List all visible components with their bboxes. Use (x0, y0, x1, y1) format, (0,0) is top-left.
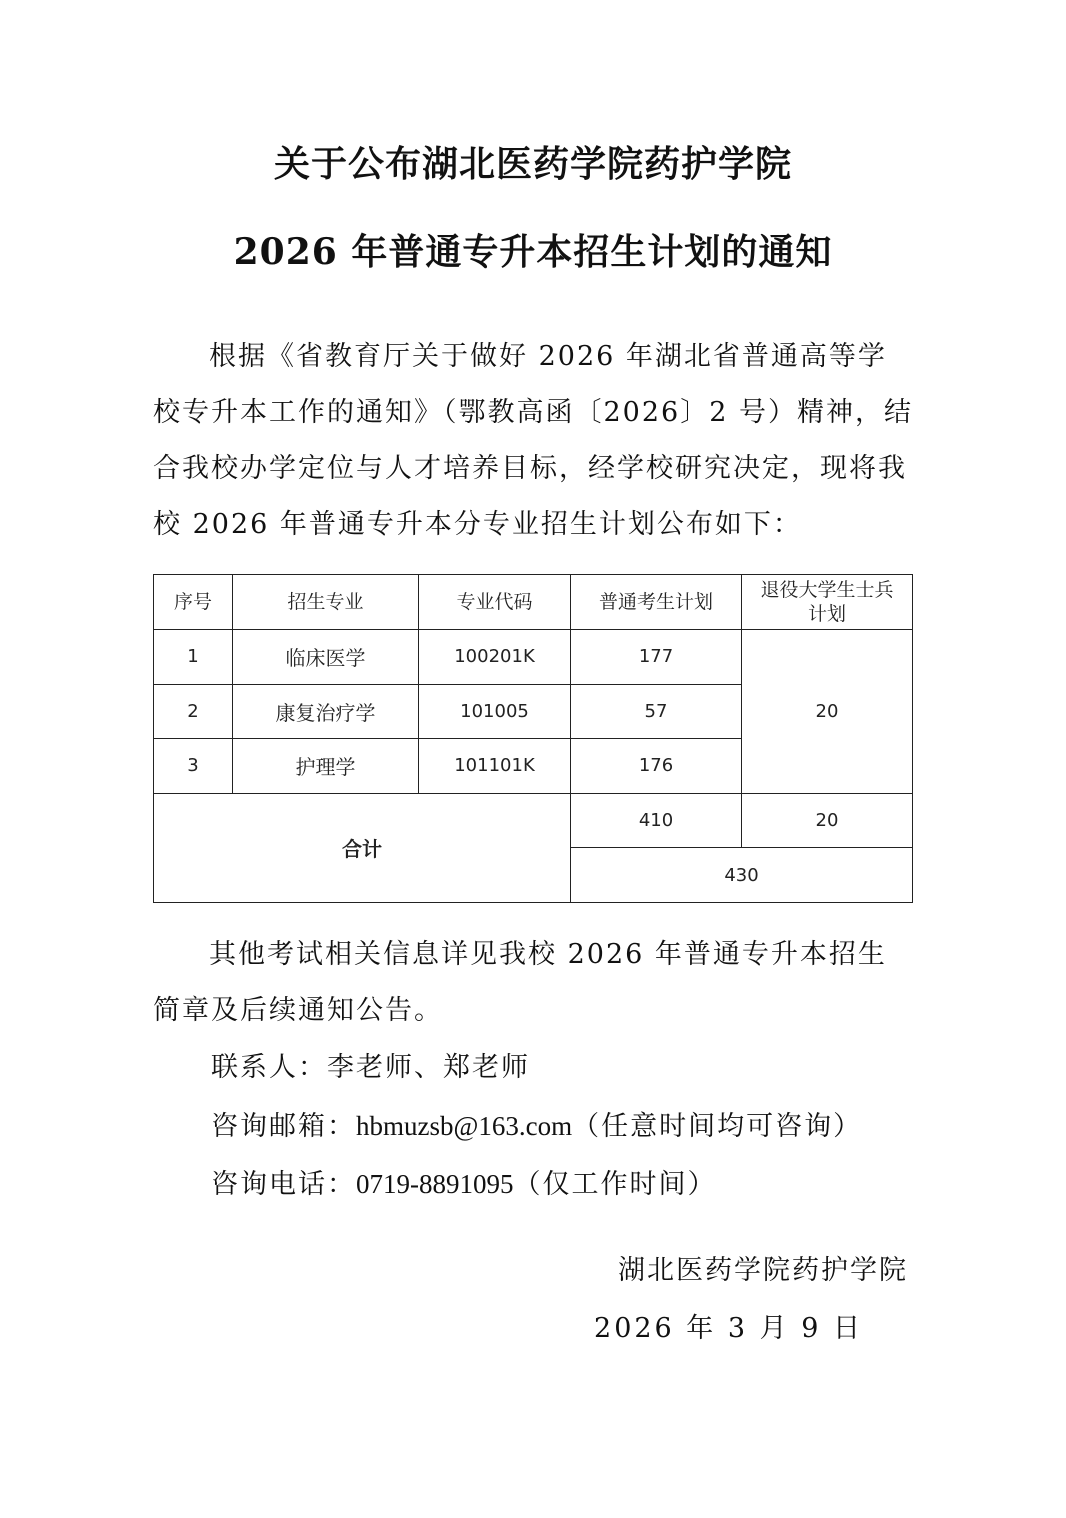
contact-person-label: 联系人： (211, 1052, 327, 1083)
total-veteran: 20 (742, 793, 913, 848)
enrollment-plan-table (153, 574, 913, 903)
table-header-row (154, 575, 913, 630)
header-regular-plan: 普通考生计划 (571, 575, 742, 630)
grand-total: 430 (571, 848, 913, 903)
total-row (154, 793, 913, 848)
other-info-paragraph: 其他考试相关信息详见我校 2026 年普通专升本招生简章及后续通知公告。 (153, 939, 887, 1026)
veteran-plan-shared: 20 (742, 630, 913, 794)
contact-person-line (211, 1048, 530, 1088)
header-major: 招生专业 (233, 575, 419, 630)
document-title-line2: 2026 年普通专升本招生计划的通知 (233, 231, 833, 273)
email-label: 咨询邮箱： (211, 1111, 356, 1142)
row-seq: 1 (154, 630, 233, 685)
document-title-line1: 关于公布湖北医药学院药护学院 (273, 143, 792, 185)
row-seq: 3 (154, 739, 233, 794)
contact-phone-line (211, 1164, 717, 1205)
row-code: 100201K (419, 630, 571, 685)
header-code: 专业代码 (419, 575, 571, 630)
total-label: 合计 (154, 793, 571, 902)
row-regular-plan: 176 (571, 739, 742, 794)
row-regular-plan: 177 (571, 630, 742, 685)
header-seq: 序号 (154, 575, 233, 630)
row-code: 101005 (419, 684, 571, 739)
row-major: 康复治疗学 (233, 684, 419, 739)
header-veteran-plan: 退役大学生士兵计划 (742, 575, 913, 630)
row-code: 101101K (419, 739, 571, 794)
signature-date: 2026 年 3 月 9 日 (594, 1313, 863, 1344)
intro-paragraph: 根据《省教育厅关于做好 2026 年湖北省普通高等学校专升本工作的通知》（鄂教高函〔2026〕2 号）精神，结合我校办学定位与人才培养目标，经学校研究决定，现将我校 2026 年普通专升本分专业招生计划公布如下： (153, 341, 913, 540)
phone-number: 0719-8891095 (356, 1169, 514, 1199)
signature-organization: 湖北医药学院药护学院 (618, 1255, 908, 1286)
row-regular-plan: 57 (571, 684, 742, 739)
row-major: 护理学 (233, 739, 419, 794)
table-row (154, 630, 913, 685)
email-address[interactable]: hbmuzsb@163.com (356, 1111, 573, 1141)
phone-label: 咨询电话： (211, 1169, 356, 1200)
contact-email-line (211, 1106, 862, 1147)
row-major: 临床医学 (233, 630, 419, 685)
total-regular: 410 (571, 793, 742, 848)
contact-person-value: 李老师、郑老师 (327, 1052, 530, 1083)
row-seq: 2 (154, 684, 233, 739)
phone-note: （仅工作时间） (513, 1169, 717, 1200)
email-note: （任意时间均可咨询） (572, 1111, 863, 1142)
